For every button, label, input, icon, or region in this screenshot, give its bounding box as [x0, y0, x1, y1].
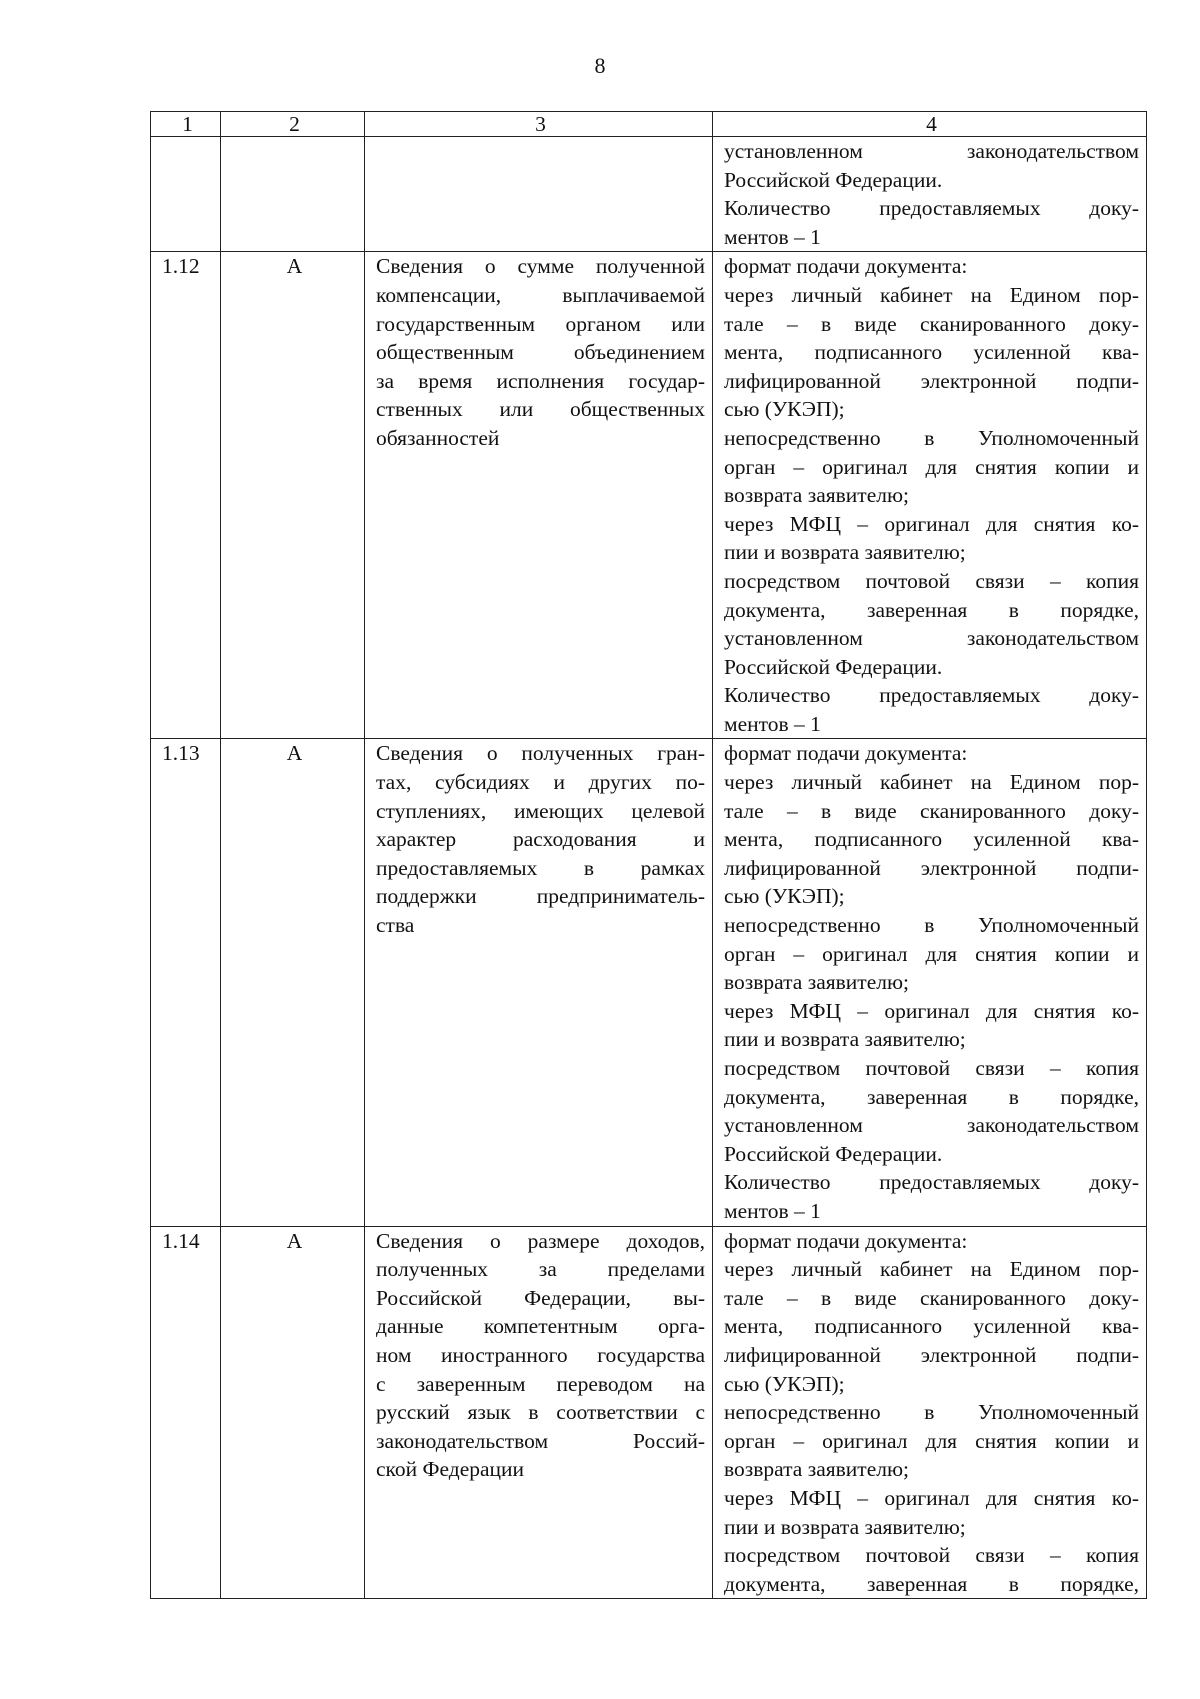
description-line: ственных или общественных: [376, 397, 705, 422]
requirement-line: лифицированной электронной подпи-: [724, 855, 1139, 880]
row-number: [151, 137, 221, 252]
requirement-line: мента, подписанного усиленной ква-: [724, 827, 1139, 852]
description-line: государственным органом или: [376, 311, 705, 336]
requirement-line: орган – оригинал для снятия копии и: [724, 1428, 1139, 1453]
description-line: Сведения о размере доходов,: [376, 1228, 705, 1253]
requirement-line: тале – в виде сканированного доку-: [724, 798, 1139, 823]
submission-requirements: [713, 137, 1147, 252]
row-number: 1.12: [151, 252, 221, 739]
description-line: ства: [376, 913, 415, 938]
description-line: ступлениях, имеющих целевой: [376, 798, 705, 823]
submission-requirements: [713, 252, 1147, 739]
requirement-line: документа, заверенная в порядке,: [724, 1084, 1139, 1109]
requirement-line: посредством почтовой связи – копия: [724, 568, 1139, 593]
requirement-line: установленном законодательством: [724, 139, 1139, 163]
requirement-line: мента, подписанного усиленной ква-: [724, 1314, 1139, 1339]
requirement-line: через МФЦ – оригинал для снятия ко-: [724, 998, 1139, 1023]
requirement-line: формат подачи документа:: [724, 741, 968, 766]
row-category: [221, 137, 365, 252]
requirement-line: возврата заявителю;: [724, 970, 909, 995]
table-row: [151, 252, 1147, 739]
requirement-line: пии и возврата заявителю;: [724, 1027, 966, 1052]
table-header-row: [151, 112, 1147, 137]
description-line: предоставляемых в рамках: [376, 855, 705, 880]
document-description: [365, 137, 713, 252]
requirement-line: непосредственно в Уполномоченный: [724, 1400, 1139, 1425]
description-line: характер расходования и: [376, 827, 705, 852]
requirement-line: через личный кабинет на Едином пор-: [724, 770, 1139, 795]
column-header-3: 3: [365, 112, 713, 137]
requirement-line: сью (УКЭП);: [724, 397, 845, 422]
requirement-line: Российской Федерации.: [724, 654, 943, 679]
requirement-line: документа, заверенная в порядке,: [724, 597, 1139, 622]
document-description: [365, 1226, 713, 1599]
requirement-line: пии и возврата заявителю;: [724, 540, 966, 565]
requirement-line: через МФЦ – оригинал для снятия ко-: [724, 1485, 1139, 1510]
table-body: [151, 137, 1147, 1599]
description-line: за время исполнения государ-: [376, 368, 705, 393]
requirement-line: Российской Федерации.: [724, 167, 943, 192]
description-line: Российской Федерации, вы-: [376, 1285, 705, 1310]
requirement-line: документа, заверенная в порядке,: [724, 1571, 1139, 1596]
column-header-1: 1: [151, 112, 221, 137]
table-row: [151, 739, 1147, 1226]
requirement-line: тале – в виде сканированного доку-: [724, 1285, 1139, 1310]
description-line: с заверенным переводом на: [376, 1371, 705, 1396]
page-number: 8: [594, 53, 606, 78]
requirement-line: непосредственно в Уполномоченный: [724, 425, 1139, 450]
requirement-line: ментов – 1: [724, 224, 821, 249]
requirement-line: орган – оригинал для снятия копии и: [724, 454, 1139, 479]
document-description: [365, 252, 713, 739]
submission-requirements: [713, 1226, 1147, 1599]
column-header-2: 2: [221, 112, 365, 137]
submission-requirements: [713, 739, 1147, 1226]
description-line: законодательством Россий-: [376, 1428, 705, 1453]
row-category: А: [221, 252, 365, 739]
description-line: общественным объединением: [376, 340, 705, 365]
requirement-line: Количество предоставляемых доку-: [724, 1170, 1139, 1195]
description-line: данные компетентным орга-: [376, 1314, 705, 1339]
requirements-table: [150, 111, 1147, 1599]
requirement-line: возврата заявителю;: [724, 1457, 909, 1482]
document-description: [365, 739, 713, 1226]
row-category: А: [221, 739, 365, 1226]
description-line: тах, субсидиях и других по-: [376, 770, 705, 795]
requirement-line: Количество предоставляемых доку-: [724, 196, 1139, 221]
row-category: А: [221, 1226, 365, 1599]
requirement-line: формат подачи документа:: [724, 1228, 968, 1253]
table-row: [151, 1226, 1147, 1599]
description-line: русский язык в соответствии с: [376, 1400, 705, 1425]
requirement-line: через личный кабинет на Едином пор-: [724, 1257, 1139, 1282]
requirement-line: установленном законодательством: [724, 626, 1139, 651]
description-line: полученных за пределами: [376, 1257, 705, 1282]
requirement-line: лифицированной электронной подпи-: [724, 368, 1139, 393]
requirement-line: лифицированной электронной подпи-: [724, 1342, 1139, 1367]
requirement-line: через МФЦ – оригинал для снятия ко-: [724, 511, 1139, 536]
requirement-line: посредством почтовой связи – копия: [724, 1543, 1139, 1568]
requirement-line: непосредственно в Уполномоченный: [724, 913, 1139, 938]
requirement-line: ментов – 1: [724, 711, 821, 736]
requirement-line: мента, подписанного усиленной ква-: [724, 340, 1139, 365]
row-number: 1.14: [151, 1226, 221, 1599]
description-line: Сведения о сумме полученной: [376, 254, 705, 279]
requirement-line: Российской Федерации.: [724, 1141, 943, 1166]
requirement-line: сью (УКЭП);: [724, 884, 845, 909]
requirement-line: через личный кабинет на Едином пор-: [724, 282, 1139, 307]
row-number: 1.13: [151, 739, 221, 1226]
description-line: Сведения о полученных гран-: [376, 741, 705, 766]
requirement-line: сью (УКЭП);: [724, 1371, 845, 1396]
requirement-line: Количество предоставляемых доку-: [724, 683, 1139, 708]
requirement-line: возврата заявителю;: [724, 483, 909, 508]
description-line: поддержки предприниматель-: [376, 884, 705, 909]
requirement-line: тале – в виде сканированного доку-: [724, 311, 1139, 336]
requirement-line: посредством почтовой связи – копия: [724, 1056, 1139, 1080]
description-line: ской Федерации: [376, 1457, 525, 1482]
description-line: компенсации, выплачиваемой: [376, 282, 705, 307]
requirement-line: ментов – 1: [724, 1198, 821, 1223]
column-header-4: 4: [713, 112, 1147, 137]
requirement-line: орган – оригинал для снятия копии и: [724, 941, 1139, 966]
requirement-line: установленном законодательством: [724, 1113, 1139, 1138]
description-line: ном иностранного государства: [376, 1342, 705, 1367]
description-line: обязанностей: [376, 425, 500, 450]
requirement-line: пии и возврата заявителю;: [724, 1514, 966, 1539]
requirement-line: формат подачи документа:: [724, 254, 968, 279]
table-row: [151, 137, 1147, 252]
